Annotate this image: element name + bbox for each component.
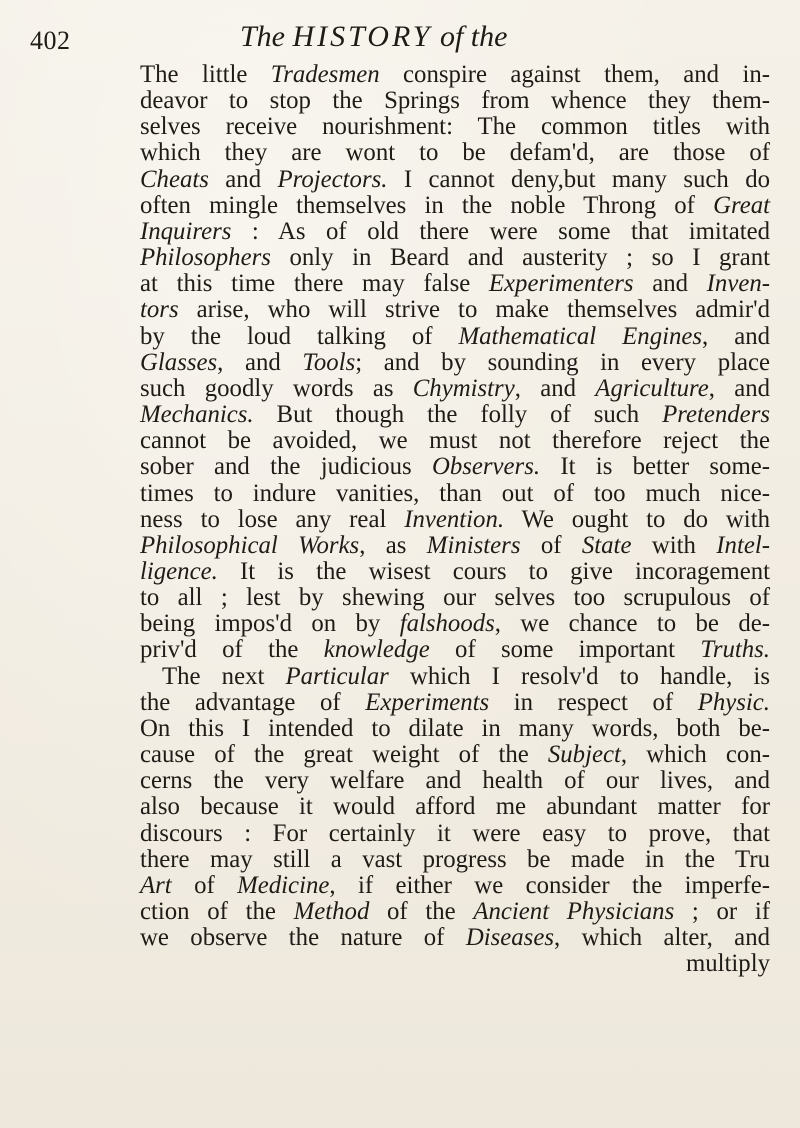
running-head-history: HISTORY	[292, 20, 433, 53]
text-run: selves receive nourishment: The common titles with	[140, 113, 770, 141]
italic-text: falshoods	[399, 610, 495, 638]
text-run: ; and by sounding in every place	[355, 348, 770, 376]
text-run: at this time there may false	[140, 270, 489, 298]
text-run: , and	[702, 322, 771, 350]
text-run: , which alter, and	[554, 924, 770, 952]
text-line	[140, 899, 770, 925]
italic-text: Tradesmen	[270, 61, 380, 88]
italic-text: Particular	[285, 662, 389, 690]
running-head-of-the: of the	[439, 20, 508, 53]
text-line	[140, 350, 770, 376]
text-run: such goodly words as	[140, 374, 413, 402]
text-run: We ought to do with	[504, 505, 770, 533]
text-line	[140, 454, 770, 480]
italic-text: Inven-	[706, 270, 770, 298]
text-run: of	[520, 531, 582, 559]
italic-text: Philosophers	[140, 244, 271, 272]
text-line	[140, 297, 770, 323]
text-run: discours : For certainly it were easy to prove, that	[140, 819, 770, 847]
italic-text: Agriculture	[595, 374, 709, 402]
text-run: multiply	[685, 950, 770, 978]
text-line	[140, 62, 770, 88]
text-run: by the loud talking of	[140, 322, 459, 350]
italic-text: Diseases	[465, 924, 554, 952]
italic-text: Chymistry	[412, 374, 515, 402]
text-run: deavor to stop the Springs from whence they them-	[140, 87, 770, 115]
italic-text: Invention.	[404, 505, 505, 533]
text-run: only in Beard and austerity ; so I grant	[270, 244, 770, 272]
text-run: ness to lose any real	[140, 505, 405, 533]
text-run: which they are wont to be defam'd, are those of	[140, 139, 770, 167]
text-line	[140, 271, 770, 297]
text-line	[140, 664, 770, 690]
italic-text: Method	[293, 898, 370, 925]
italic-text: State	[581, 531, 632, 559]
text-run: On this I intended to dilate in many words, both be-	[140, 714, 770, 742]
text-line	[140, 245, 770, 271]
text-line	[140, 324, 770, 350]
italic-text: Mechanics.	[140, 401, 254, 429]
italic-text: Mathematical Engines	[458, 322, 703, 350]
text-line	[140, 585, 770, 611]
text-line	[140, 402, 770, 428]
italic-text: Philosophical Works	[140, 531, 360, 559]
italic-text: Subject	[547, 741, 621, 769]
text-run: , which con-	[620, 741, 770, 769]
running-head	[240, 20, 507, 54]
text-run: cerns the very welfare and health of our lives, and	[140, 767, 770, 795]
text-line	[140, 559, 770, 585]
text-line	[140, 951, 770, 977]
text-run: being impos'd on by	[140, 610, 400, 638]
text-run: conspire against them, and in-	[379, 61, 770, 88]
text-run: which I resolv'd to handle, is	[388, 662, 770, 690]
italic-text: Truths.	[700, 636, 770, 664]
text-run: sober and the judicious	[140, 453, 432, 481]
running-head-the: The	[240, 20, 285, 53]
text-line	[140, 873, 770, 899]
text-line	[140, 114, 770, 140]
text-run: The little	[140, 61, 271, 88]
text-run: with	[631, 531, 717, 559]
italic-text: Inquirers	[140, 217, 232, 245]
text-run: ction of the	[140, 898, 294, 925]
italic-text: tors	[140, 296, 179, 324]
text-line	[140, 794, 770, 820]
text-line	[140, 140, 770, 166]
italic-text: Ministers	[426, 531, 521, 559]
italic-text: Medicine	[237, 871, 330, 899]
italic-text: Intel-	[716, 531, 770, 559]
italic-text: Projectors.	[277, 165, 388, 193]
text-run: we observe the nature of	[140, 924, 466, 952]
text-run: times to indure vanities, than out of too much nice-	[140, 479, 770, 507]
text-line	[140, 507, 770, 533]
text-run: cannot be avoided, we must not therefore reject the	[140, 427, 770, 455]
text-run: of some important	[429, 636, 701, 664]
text-line	[140, 167, 770, 193]
text-run: It is the wisest cours to give incoragement	[217, 557, 770, 585]
text-line	[140, 193, 770, 219]
text-run: and	[633, 270, 707, 298]
italic-text: Pretenders	[662, 401, 770, 429]
text-line	[140, 533, 770, 559]
italic-text: Great	[713, 191, 770, 219]
text-run: there may still a vast progress be made in the Tru	[140, 845, 770, 873]
text-run: also because it would afford me abundant matter for	[140, 793, 770, 821]
italic-text: ligence.	[140, 557, 218, 585]
text-line	[140, 847, 770, 873]
italic-text: Observers.	[431, 453, 541, 481]
text-line	[140, 821, 770, 847]
text-run: priv'd of the	[140, 636, 324, 664]
text-line	[140, 428, 770, 454]
text-run: : As of old there were some that imitated	[231, 217, 770, 245]
text-run: in respect of	[489, 688, 698, 716]
italic-text: Tools	[302, 348, 356, 376]
text-line	[140, 690, 770, 716]
text-run: and	[208, 165, 278, 193]
text-line	[140, 716, 770, 742]
text-run: , and	[217, 348, 303, 376]
text-run: of	[171, 871, 238, 899]
text-run: , we chance to be de-	[494, 610, 770, 638]
text-line	[140, 219, 770, 245]
text-line	[140, 742, 770, 768]
italic-text: Experiments	[365, 688, 490, 716]
text-run: arise, who will strive to make themselves admir'd	[178, 296, 770, 324]
body-text	[140, 62, 770, 977]
italic-text: Experimenters	[488, 270, 634, 298]
text-run: , as	[359, 531, 427, 559]
italic-text: knowledge	[323, 636, 430, 664]
italic-text: Art	[140, 871, 172, 899]
text-line	[140, 376, 770, 402]
text-run: to all ; lest by shewing our selves too scrupulous of	[140, 584, 770, 612]
text-run: , if either we consider the imperfe-	[329, 871, 770, 899]
italic-text: Physic.	[697, 688, 770, 716]
text-line	[140, 768, 770, 794]
page-header	[30, 20, 770, 64]
text-run: But though the folly of such	[253, 401, 663, 429]
italic-text: Cheats	[140, 165, 209, 193]
text-run: often mingle themselves in the noble Throng of	[140, 191, 714, 219]
text-run: , and	[514, 374, 596, 402]
text-run: ; or if	[674, 898, 770, 925]
text-line	[140, 88, 770, 114]
italic-text: Glasses	[140, 348, 218, 376]
italic-text: Ancient Physicians	[473, 898, 675, 925]
text-run: of the	[369, 898, 474, 925]
text-line	[140, 637, 770, 663]
text-run: The next	[162, 662, 286, 690]
text-line	[140, 611, 770, 637]
text-line	[140, 481, 770, 507]
text-run: the advantage of	[140, 688, 366, 716]
text-run: I cannot deny,but many such do	[387, 165, 770, 193]
text-run: cause of the great weight of the	[140, 741, 548, 769]
text-run: It is better some-	[540, 453, 770, 481]
text-line	[140, 925, 770, 951]
text-run: , and	[708, 374, 770, 402]
page-number: 402	[30, 26, 71, 55]
